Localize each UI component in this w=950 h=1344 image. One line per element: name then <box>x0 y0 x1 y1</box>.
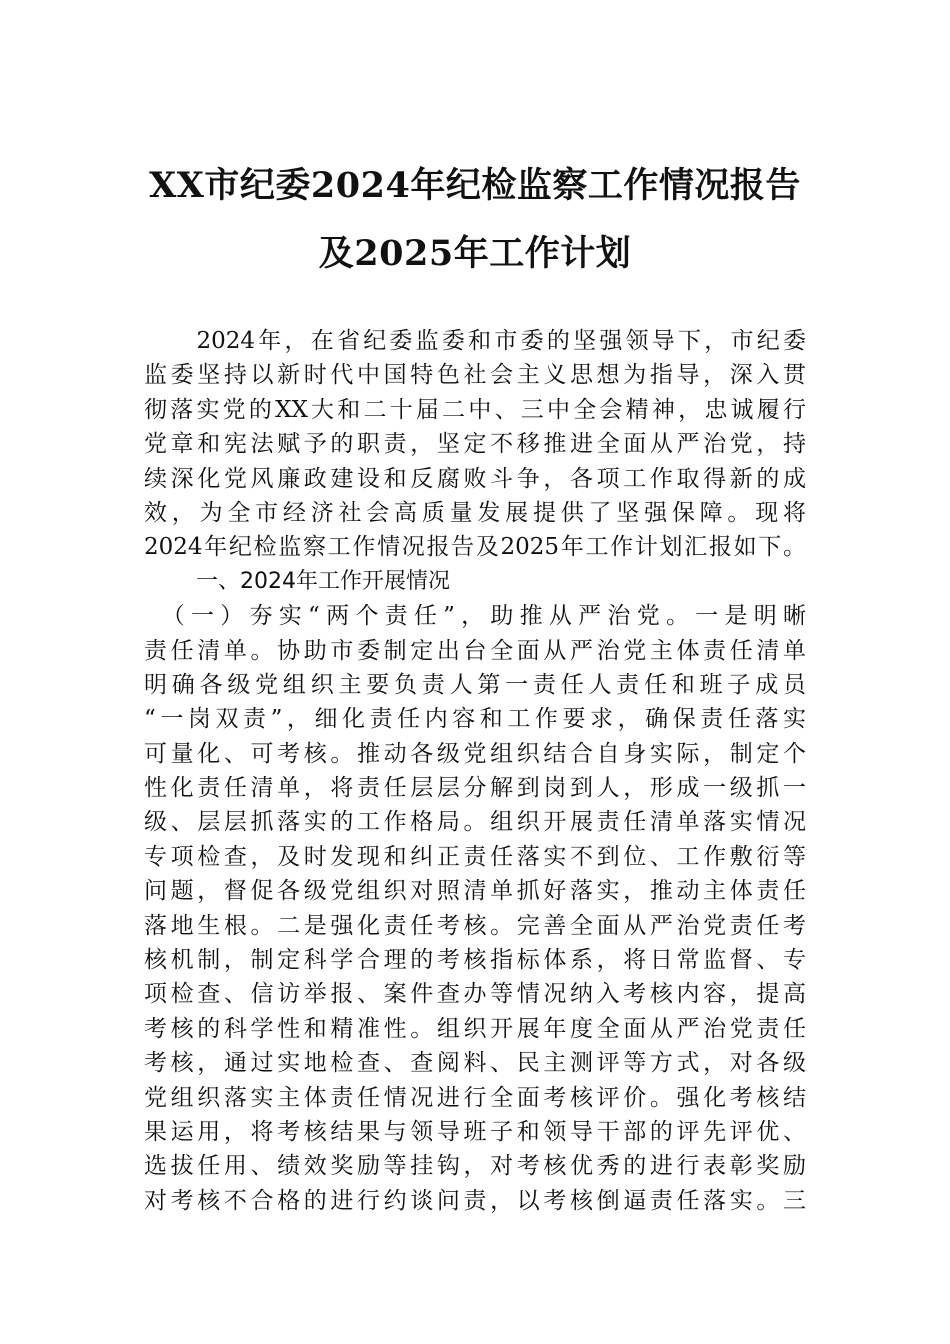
section1-line: 责任清单。协助市委制定出台全面从严治党主体责任清单 <box>144 637 806 664</box>
section1-line: 选拔任用、绩效奖励等挂钩，对考核优秀的进行表彰奖励 <box>144 1153 806 1180</box>
intro-line: 彻落实党的XX大和二十届二中、三中全会精神，忠诚履行 <box>144 396 806 423</box>
section1-line: （一）夯实“两个责任”，助推从严治党。一是明晰 <box>144 603 806 630</box>
section1-line: 党组织落实主体责任情况进行全面考核评价。强化考核结 <box>144 1084 806 1111</box>
intro-line: 2024年，在省纪委监委和市委的坚强领导下，市纪委 <box>144 328 806 354</box>
section1-line: 考核的科学性和精准性。组织开展年度全面从严治党责任 <box>144 1015 806 1042</box>
document-title-line-1: XX市纪委2024年纪检监察工作情况报告 <box>149 165 801 206</box>
section-heading-1: 一、2024年工作开展情况 <box>196 568 450 594</box>
document-body <box>144 324 806 1218</box>
section1-line: 可量化、可考核。推动各级党组织结合自身实际，制定个 <box>144 740 806 767</box>
intro-line: 效，为全市经济社会高质量发展提供了坚强保障。现将 <box>144 499 806 526</box>
section1-line: 考核，通过实地检查、查阅料、民主测评等方式，对各级 <box>144 1050 806 1077</box>
intro-line: 监委坚持以新时代中国特色社会主义思想为指导，深入贯 <box>144 362 806 389</box>
section1-line: 问题，督促各级党组织对照清单抓好落实，推动主体责任 <box>144 878 806 905</box>
section1-line: 专项检查，及时发现和纠正责任落实不到位、工作敷衍等 <box>144 843 806 870</box>
section1-line: “一岗双责”，细化责任内容和工作要求，确保责任落实 <box>144 706 806 733</box>
section1-line: 级、层层抓落实的工作格局。组织开展责任清单落实情况 <box>144 809 806 836</box>
section1-line: 核机制，制定科学合理的考核指标体系，将日常监督、专 <box>144 947 806 974</box>
section1-line: 性化责任清单，将责任层层分解到岗到人，形成一级抓一 <box>144 775 806 802</box>
document-title-line-2: 及2025年工作计划 <box>318 233 632 274</box>
section1-line: 对考核不合格的进行约谈问责，以考核倒逼责任落实。三 <box>144 1187 806 1214</box>
intro-line: 党章和宪法赋予的职责，坚定不移推进全面从严治党，持 <box>144 431 806 458</box>
intro-line: 续深化党风廉政建设和反腐败斗争，各项工作取得新的成 <box>144 465 806 492</box>
intro-line: 2024年纪检监察工作情况报告及2025年工作计划汇报如下。 <box>144 534 806 561</box>
section1-line: 果运用，将考核结果与领导班子和领导干部的评先评优、 <box>144 1118 806 1145</box>
section1-line: 项检查、信访举报、案件查办等情况纳入考核内容，提高 <box>144 981 806 1008</box>
section1-line: 落地生根。二是强化责任考核。完善全面从严治党责任考 <box>144 912 806 939</box>
section1-line: 明确各级党组织主要负责人第一责任人责任和班子成员 <box>144 671 806 698</box>
